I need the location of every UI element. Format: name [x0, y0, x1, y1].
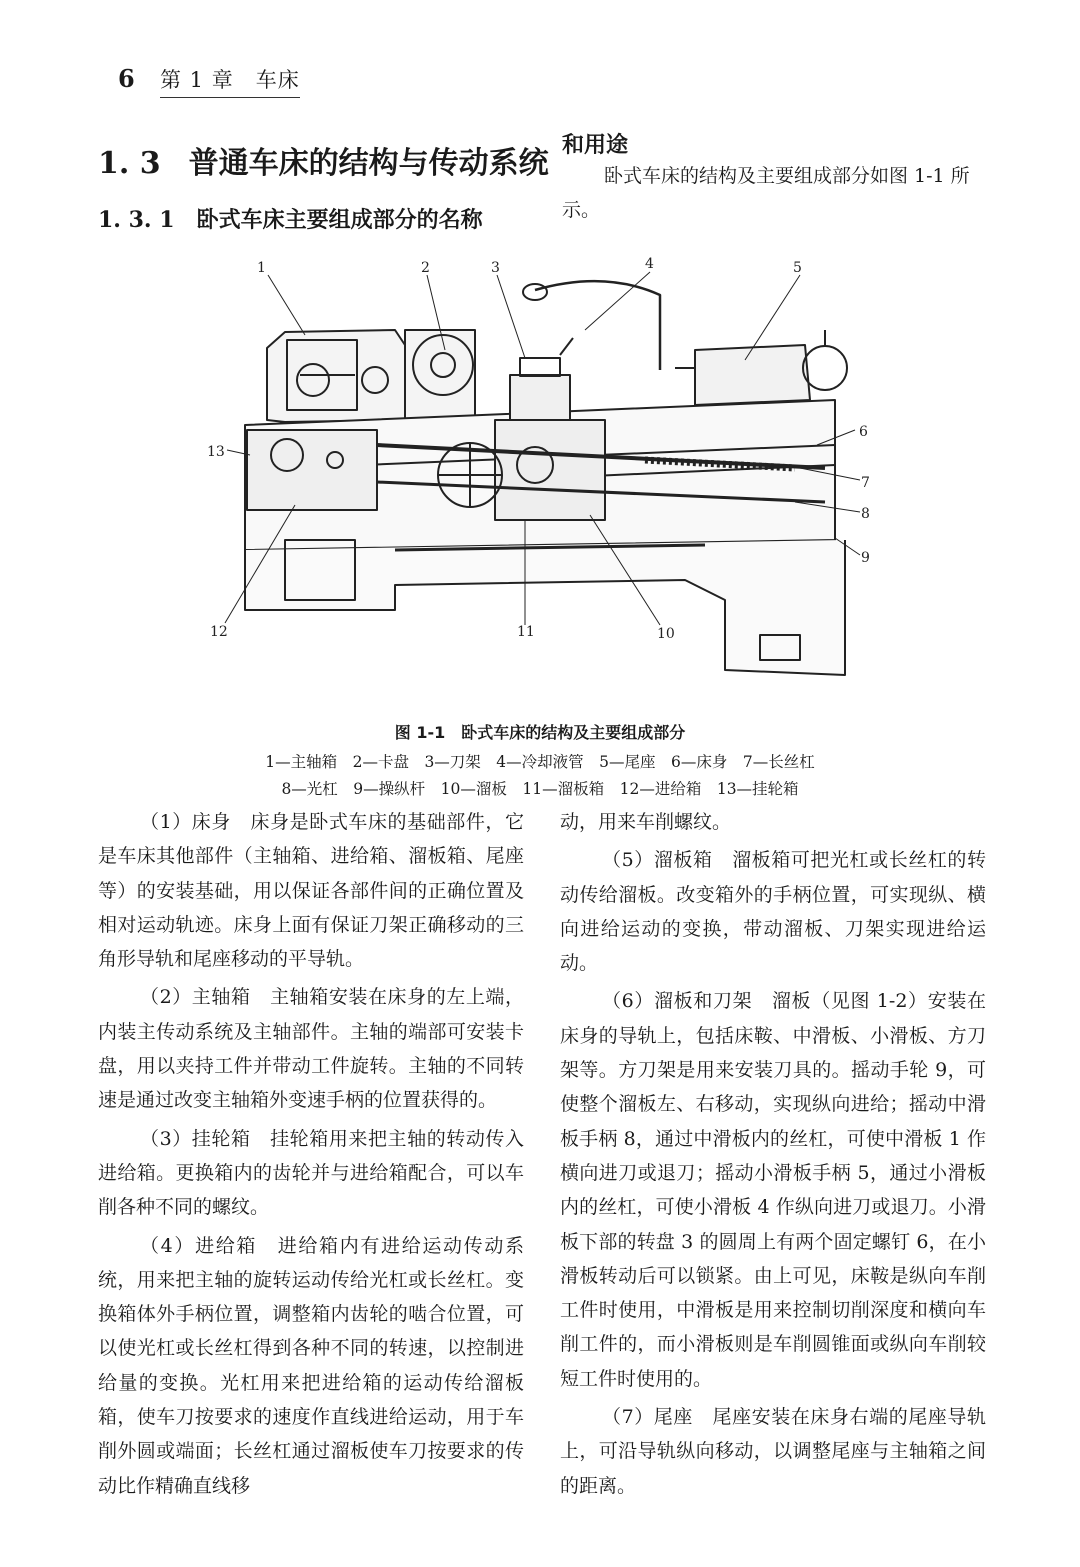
section-number: 1. 3 — [98, 146, 161, 181]
carriage-shape — [495, 420, 605, 520]
callout-7: 7 — [861, 475, 870, 491]
subsection-title-continuation: 和用途 — [562, 133, 629, 158]
callout-8: 8 — [861, 506, 870, 522]
paragraph-carriage-toolpost: （6）溜板和刀架 溜板（见图 1-2）安装在床身的导轨上，包括床鞍、中滑板、小滑板、方刀架等。方刀架是用来安装刀具的。摇动手轮 9，可使整个溜板左、右移动，实现纵向进给；摇动中滑板手柄 8，通过中滑板内的丝杠，可使中滑板 1 作横向进刀或退刀；摇动小滑板手柄 5，通过小滑板内的丝杠，可使小滑板 4 作纵向进刀或退刀。小滑板下部的转盘 3 的圆周上有两个固定螺钉 6，在小滑板转动后可以锁紧。由上可见，床鞍是纵向车削工件时使用，中滑板是用来控制切削深度和横向车削工件的，而小滑板则是车削圆锥面或纵向车削较短工件时使用的。 — [560, 990, 986, 1390]
subsection-heading — [98, 203, 483, 234]
paragraph-change-gear-box: （3）挂轮箱 挂轮箱用来把主轴的转动传入进给箱。更换箱内的齿轮并与进给箱配合，可以车削各种不同的螺纹。 — [98, 1127, 524, 1219]
paragraph-continuation: 动，用来车削螺纹。 — [560, 811, 732, 833]
callout-2: 2 — [421, 260, 430, 276]
tool-post-shape — [510, 375, 570, 420]
right-column — [560, 805, 986, 1503]
running-title: 第 1 章 车床 — [160, 64, 300, 98]
left-column — [98, 805, 524, 1503]
figure-legend-line-1: 1—主轴箱 2—卡盘 3—刀架 4—冷却液管 5—尾座 6—床身 7—长丝杠 — [265, 753, 815, 771]
callout-10: 10 — [657, 626, 675, 642]
base-shape — [245, 540, 845, 675]
callout-11: 11 — [517, 624, 535, 640]
paragraph-tailstock: （7）尾座 尾座安装在床身右端的尾座导轨上，可沿导轨纵向移动，以调整尾座与主轴箱之间的距离。 — [560, 1406, 986, 1497]
page-number: 6 — [118, 64, 135, 93]
callout-4: 4 — [645, 256, 654, 272]
figure-legend-line-2: 8—光杠 9—操纵杆 10—溜板 11—溜板箱 12—进给箱 13—挂轮箱 — [281, 780, 799, 798]
callout-5: 5 — [793, 260, 802, 276]
lathe-figure — [205, 250, 875, 700]
callout-3: 3 — [491, 260, 500, 276]
section-title: 普通车床的结构与传动系统 — [188, 146, 549, 181]
tailstock-handwheel — [803, 346, 847, 390]
figure-caption: 图 1-1 卧式车床的结构及主要组成部分 — [394, 723, 686, 742]
paragraph-headstock: （2）主轴箱 主轴箱安装在床身的左上端，内装主传动系统及主轴部件。主轴的端部可安装卡盘，用以夹持工件并带动工件旋转。主轴的不同转速是通过改变主轴箱外变速手柄的位置获得的。 — [98, 986, 524, 1112]
subsection-title: 卧式车床主要组成部分的名称 — [196, 208, 483, 233]
callout-13: 13 — [207, 444, 225, 460]
coolant-pipe — [535, 281, 660, 370]
section-heading — [98, 138, 549, 182]
intro-paragraph: 卧式车床的结构及主要组成部分如图 1-1 所示。 — [562, 165, 970, 221]
feed-box-shape — [247, 430, 377, 510]
paragraph-feed-box: （4）进给箱 进给箱内有进给运动传动系统，用来把主轴的旋转运动传给光杠或长丝杠。变换箱体外手柄位置，调整箱内齿轮的啮合位置，可以使光杠或长丝杠得到各种不同的转速，以控制进给量的变换。光杠用来把进给箱的运动传给溜板箱，使车刀按要求的速度作直线进给运动，用于车削外圆或端面；长丝杠通过溜板使车刀按要求的传动比作精确直线移 — [98, 1234, 524, 1497]
tailstock-shape — [695, 345, 810, 405]
callout-9: 9 — [861, 550, 870, 566]
callout-1: 1 — [257, 260, 266, 276]
subsection-number: 1. 3. 1 — [98, 207, 175, 233]
callout-12: 12 — [210, 624, 228, 640]
callout-6: 6 — [859, 424, 868, 440]
paragraph-apron: （5）溜板箱 溜板箱可把光杠或长丝杠的转动传给溜板。改变箱外的手柄位置，可实现纵、横向进给运动的变换，带动溜板、刀架实现进给运动。 — [560, 849, 986, 975]
paragraph-bed: （1）床身 床身是卧式车床的基础部件，它是车床其他部件（主轴箱、进给箱、溜板箱、尾座等）的安装基础，用以保证各部件间的正确位置及相对运动轨迹。床身上面有保证刀架正确移动的三角形导轨和尾座移动的平导轨。 — [98, 811, 524, 971]
